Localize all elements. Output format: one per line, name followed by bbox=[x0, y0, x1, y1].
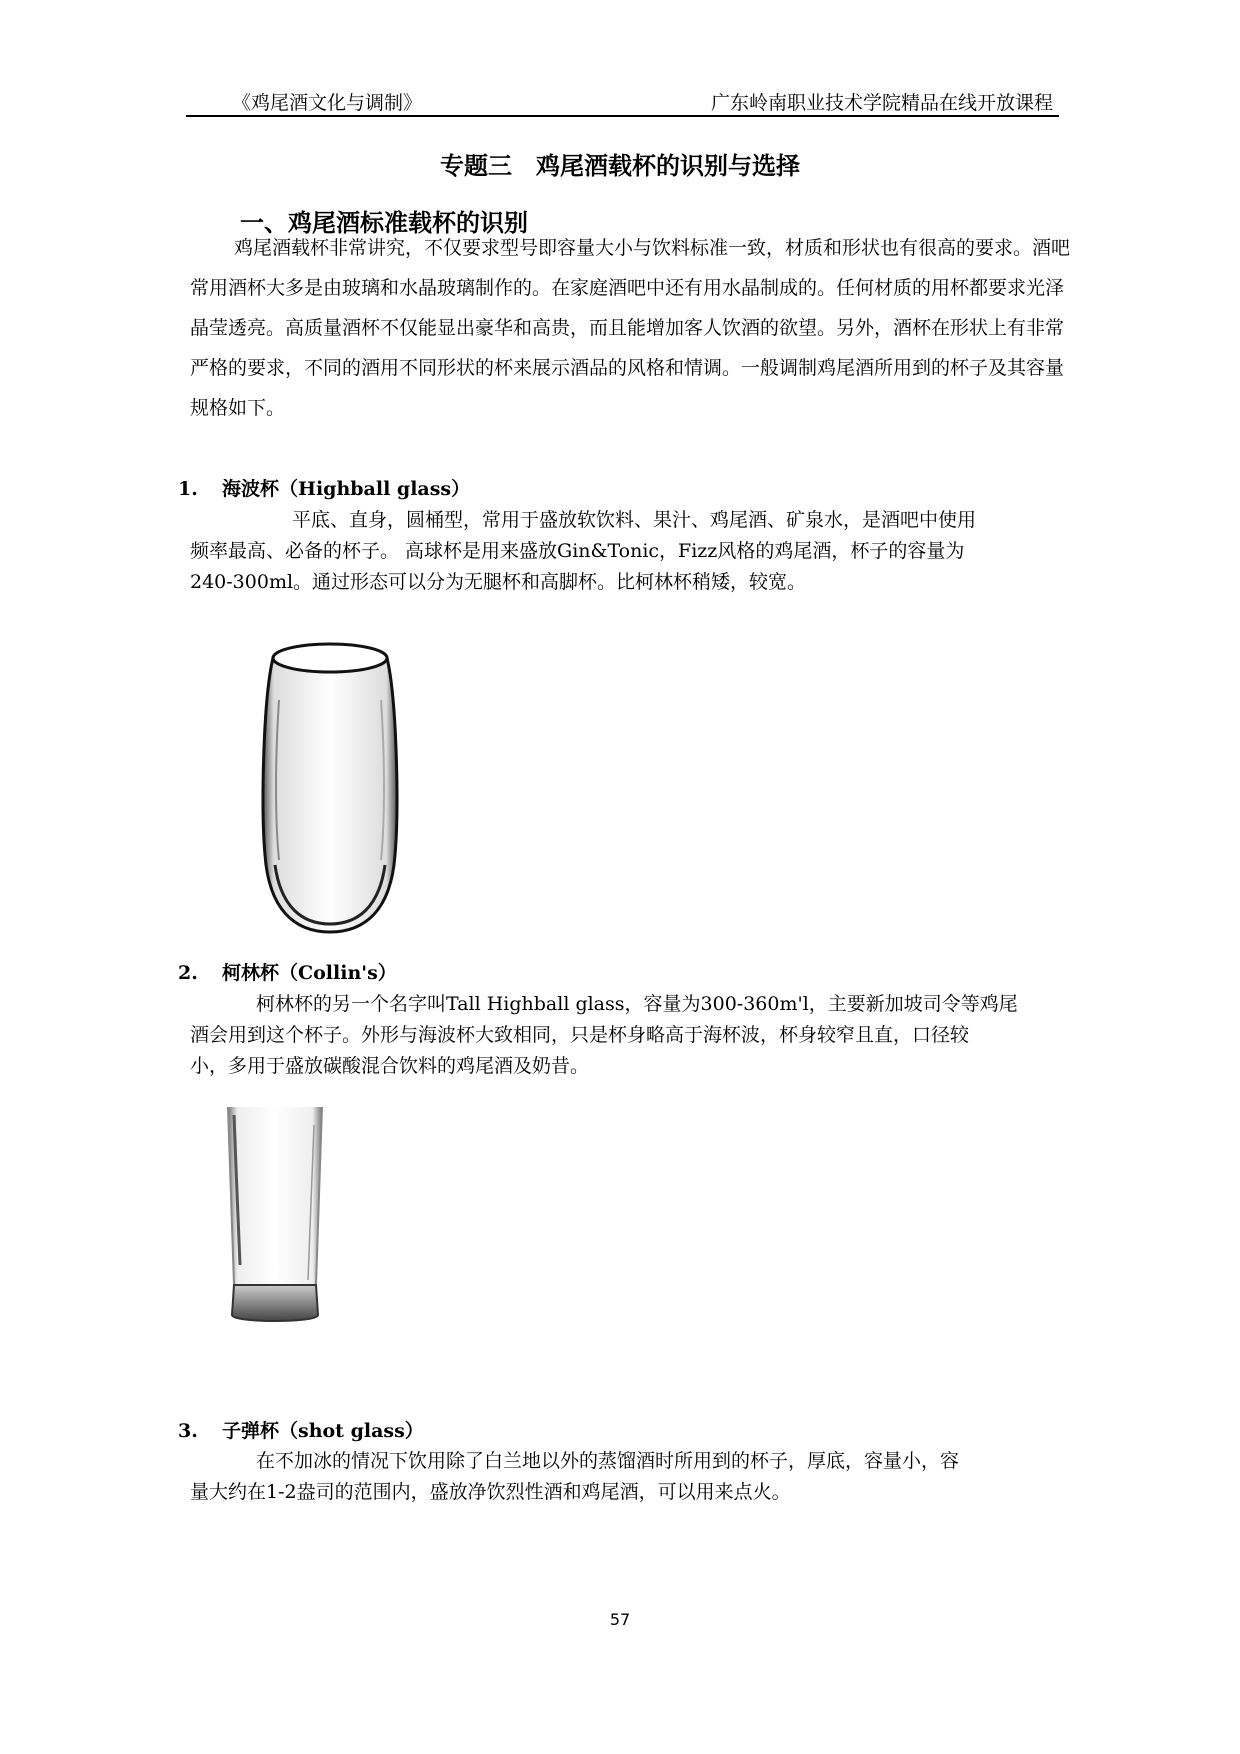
item-title: 子弹杯（shot glass） bbox=[222, 1420, 424, 1442]
item-heading-highball bbox=[178, 474, 470, 501]
item-number: 2. bbox=[178, 962, 198, 984]
item-paragraph-collins bbox=[190, 989, 1080, 1082]
item-number: 3. bbox=[178, 1420, 198, 1442]
highball-glass-image bbox=[255, 640, 405, 940]
paragraph-line: 在不加冰的情况下饮用除了白兰地以外的蒸馏酒时所用到的杯子，厚底，容量小，容 bbox=[256, 1450, 960, 1472]
header-institution: 广东岭南职业技术学院精品在线开放课程 bbox=[710, 92, 1053, 114]
item-number: 1. bbox=[178, 478, 198, 500]
item-title: 柯林杯（Collin's） bbox=[222, 962, 397, 984]
intro-paragraph: 鸡尾酒载杯非常讲究，不仅要求型号即容量大小与饮料标准一致，材质和形状也有很高的要求。酒吧常用酒杯大多是由玻璃和水晶玻璃制作的。在家庭酒吧中还有用水晶制成的。任何材质的用杯都要求光泽晶莹透亮。高质量酒杯不仅能显出豪华和高贵，而且能增加客人饮酒的欲望。另外，酒杯在形状上有非常严格的要求，不同的酒用不同形状的杯来展示酒品的风格和情调。一般调制鸡尾酒所用到的杯子及其容量规格如下。 bbox=[190, 237, 1071, 419]
page-title: 专题三 鸡尾酒载杯的识别与选择 bbox=[440, 152, 800, 180]
paragraph-line: 平底、直身，圆桶型，常用于盛放软饮料、果汁、鸡尾酒、矿泉水，是酒吧中使用 bbox=[292, 509, 977, 531]
paragraph-line: 量大约在1-2盎司的范围内，盛放净饮烈性酒和鸡尾酒，可以用来点火。 bbox=[190, 1481, 791, 1503]
item-paragraph-highball bbox=[190, 505, 1080, 598]
paragraph-line: 频率最高、必备的杯子。 高球杯是用来盛放Gin&Tonic，Fizz风格的鸡尾酒，杯子的容量为 bbox=[190, 540, 965, 562]
item-paragraph-shot bbox=[190, 1446, 1080, 1508]
section-heading: 一、鸡尾酒标准载杯的识别 bbox=[240, 209, 528, 237]
page-number: 57 bbox=[609, 1610, 631, 1629]
paragraph-line: 小，多用于盛放碳酸混合饮料的鸡尾酒及奶昔。 bbox=[190, 1055, 590, 1077]
item-heading-collins bbox=[178, 958, 397, 985]
paragraph-line: 酒会用到这个杯子。外形与海波杯大致相同，只是杯身略高于海杯波，杯身较窄且直，口径较 bbox=[190, 1024, 970, 1046]
header-course-title: 《鸡尾酒文化与调制》 bbox=[232, 92, 423, 114]
collins-glass-image bbox=[220, 1105, 330, 1327]
paragraph-line: 240-300ml。通过形态可以分为无腿杯和高脚杯。比柯林杯稍矮，较宽。 bbox=[190, 571, 807, 593]
paragraph-line: 柯林杯的另一个名字叫Tall Highball glass，容量为300-360m'l，主要新加坡司令等鸡尾 bbox=[256, 993, 1018, 1015]
item-title: 海波杯（Highball glass） bbox=[222, 478, 471, 500]
item-heading-shot bbox=[178, 1416, 424, 1443]
header-divider bbox=[186, 115, 1059, 117]
